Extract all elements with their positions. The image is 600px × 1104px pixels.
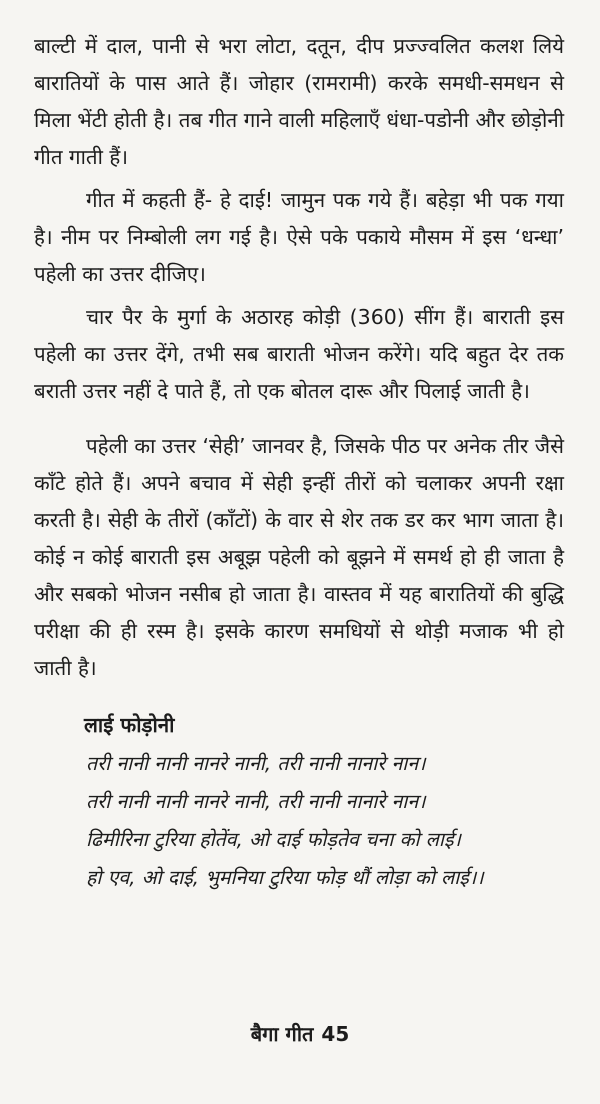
verse-line-1: तरी नानी नानी नानरे नानी, तरी नानी नानारे नान। [86, 752, 426, 775]
page-footer [0, 1020, 600, 1047]
verse-line-4: हो एव, ओ दाई, भुमनिया टुरिया फोड़ थौं लोड़ा को लाई।। [86, 866, 484, 889]
verse-line-3: ढिमीरिना टुरिया होतेंव, ओ दाई फोड़तेव चना को लाई। [86, 828, 461, 851]
book-title: बैगा गीत [250, 1022, 314, 1046]
song-heading: लाई फोड़ोनी [84, 713, 175, 737]
paragraph-1: बाल्टी में दाल, पानी से भरा लोटा, दतून, दीप प्रज्ज्वलित कलश लिये बारातियों के पास आते हैं। जोहार (रामरामी) करके समधी-समधन से मिला भेंटी होती है। तब गीत गाने वाली महिलाएँ धंधा-पडोनी और छोड़ोनी गीत गाती हैं। [34, 34, 564, 169]
verse-block [34, 745, 564, 897]
verse-line-2: तरी नानी नानी नानरे नानी, तरी नानी नानारे नान। [86, 790, 426, 813]
paragraph-3: चार पैर के मुर्गा के अठारह कोड़ी (360) सींग हैं। बाराती इस पहेली का उत्तर देंगे, तभी सब बाराती भोजन करेंगे। यदि बहुत देर तक बराती उत्तर नहीं दे पाते हैं, तो एक बोतल दारू और पिलाई जाती है। [34, 305, 564, 403]
paragraph-4: पहेली का उत्तर ‘सेही’ जानवर है, जिसके पीठ पर अनेक तीर जैसे काँटे होते हैं। अपने बचाव में सेही इन्हीं तीरों को चलाकर अपनी रक्षा करती है। सेही के तीरों (काँटों) के वार से शेर तक डर कर भाग जाता है। कोई न कोई बाराती इस अबूझ पहेली को बूझने में समर्थ हो ही जाता है और सबको भोजन नसीब हो जाता है। वास्तव में यह बारातियों की बुद्धि परीक्षा की ही रस्म है। इसके कारण समधियों से थोड़ी मजाक भी हो जाती है। [34, 434, 564, 680]
paragraph-2: गीत में कहती हैं- हे दाई! जामुन पक गये हैं। बहेड़ा भी पक गया है। नीम पर निम्बोली लग गई है। ऐसे पके पकाये मौसम में इस ‘धन्धा’ पहेली का उत्तर दीजिए। [34, 188, 564, 286]
page-number: 45 [321, 1022, 350, 1046]
